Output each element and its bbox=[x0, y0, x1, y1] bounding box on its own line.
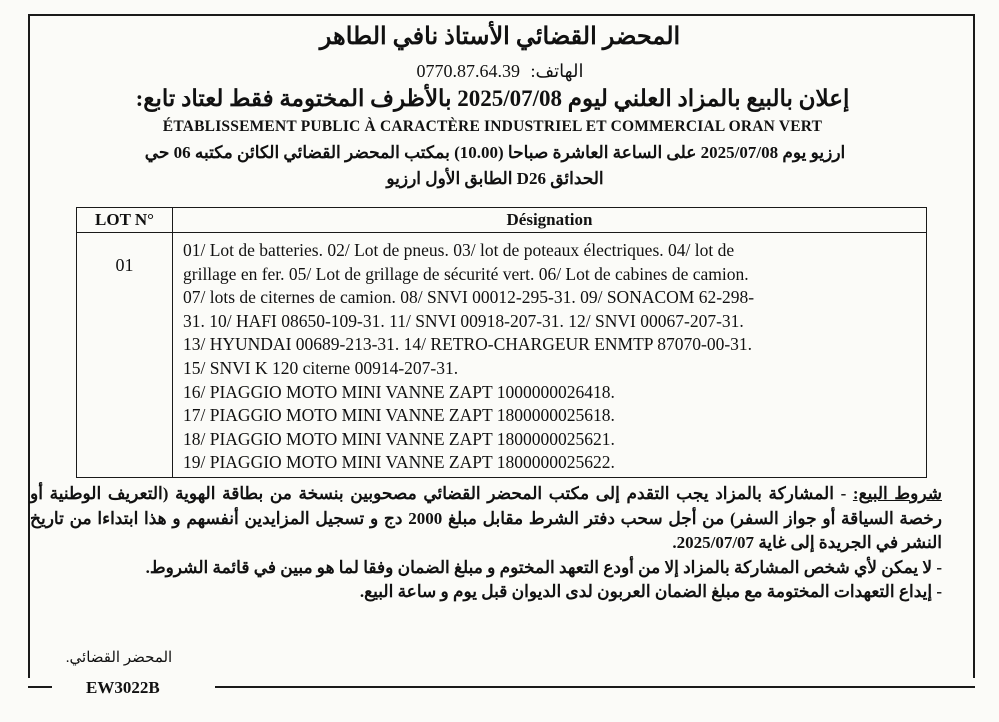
lot-table bbox=[76, 207, 927, 478]
conditions-text-1: - المشاركة بالمزاد يجب التقدم إلى مكتب المحضر القضائي مصحوبين بنسخة من بطاقة الهوية (التعريف الوطنية أو رخصة السياقة أو جواز السفر) من أجل سحب دفتر الشرط مقابل مبلغ 2000 دج و تسجيل المزايدين أنفسهم و هذا ابتداءا من تاريخ النشر في الجريدة إلى غاية 2025/07/07. bbox=[30, 484, 942, 552]
designation-line: 19/ PIAGGIO MOTO MINI VANNE ZAPT 1800000025622. bbox=[183, 452, 615, 473]
conditions-paragraph-3: - إيداع التعهدات المختومة مع مبلغ الضمان العربون لدى الديوان قبل يوم و ساعة البيع. bbox=[359, 582, 942, 601]
sale-announcement: إعلان بالبيع بالمزاد العلني ليوم 2025/07/08 بالأظرف المختومة فقط لعتاد تابع: bbox=[135, 86, 850, 111]
designation-line: 07/ lots de citernes de camion. 08/ SNVI 00012-295-31. 09/ SONACOM 62-298- bbox=[183, 287, 755, 308]
company-name: ÉTABLISSEMENT PUBLIC À CARACTÈRE INDUSTRIEL ET COMMERCIAL ORAN VERT bbox=[162, 118, 823, 135]
designation-cell bbox=[173, 233, 927, 478]
lot-number-cell: 01 bbox=[77, 233, 173, 478]
notice-border-bottom-right bbox=[215, 686, 975, 688]
designation-line: grillage en fer. 05/ Lot de grillage de sécurité vert. 06/ Lot de cabines de camion. bbox=[183, 263, 749, 284]
designation-line: 17/ PIAGGIO MOTO MINI VANNE ZAPT 1800000025618. bbox=[183, 405, 615, 426]
lot-number-header: LOT N° bbox=[77, 208, 173, 233]
designation-line: 18/ PIAGGIO MOTO MINI VANNE ZAPT 1800000025621. bbox=[183, 428, 615, 449]
sale-date-place bbox=[40, 140, 950, 192]
lot-table-header-row bbox=[77, 208, 927, 233]
sale-date-place-line-1: ارزيو يوم 2025/07/08 على الساعة العاشرة صباحا (10.00) بمكتب المحضر القضائي الكائن مكتبه 06 حي bbox=[144, 143, 846, 162]
ad-reference: EW3022B bbox=[86, 678, 160, 697]
conditions-paragraph-1 bbox=[30, 482, 942, 556]
bailiff-signature: المحضر القضائي. bbox=[65, 650, 173, 666]
notice-border-bottom-left bbox=[28, 686, 52, 688]
designation-line: 15/ SNVI K 120 citerne 00914-207-31. bbox=[183, 357, 459, 378]
conditions-paragraph-2: - لا يمكن لأي شخص المشاركة بالمزاد إلا من أودع التعهد المختوم و مبلغ الضمان وفقا لما هو مبين في قائمة الشروط. bbox=[145, 557, 942, 577]
phone-row bbox=[60, 60, 940, 82]
designation-line: 31. 10/ HAFI 08650-109-31. 11/ SNVI 00918-207-31. 12/ SNVI 00067-207-31. bbox=[183, 310, 744, 331]
sale-conditions bbox=[30, 482, 942, 605]
designation-line: 01/ Lot de batteries. 02/ Lot de pneus. 03/ lot de poteaux électriques. 04/ lot de bbox=[183, 240, 735, 260]
designation-header: Désignation bbox=[173, 208, 927, 233]
sale-date-place-line-2: الحدائق D26 الطابق الأول ارزيو bbox=[386, 169, 604, 188]
designation-line: 13/ HYUNDAI 00689-213-31. 14/ RETRO-CHARGEUR ENMTP 87070-00-31. bbox=[183, 334, 753, 355]
phone-label: الهاتف: bbox=[530, 61, 584, 81]
designation-line: 16/ PIAGGIO MOTO MINI VANNE ZAPT 1000000026418. bbox=[183, 381, 615, 402]
phone-number: 0770.87.64.39 bbox=[416, 61, 521, 81]
conditions-title: شروط البيع: bbox=[852, 484, 942, 503]
notice-title: المحضر القضائي الأستاذ نافي الطاهر bbox=[319, 24, 681, 50]
table-row bbox=[77, 233, 927, 478]
